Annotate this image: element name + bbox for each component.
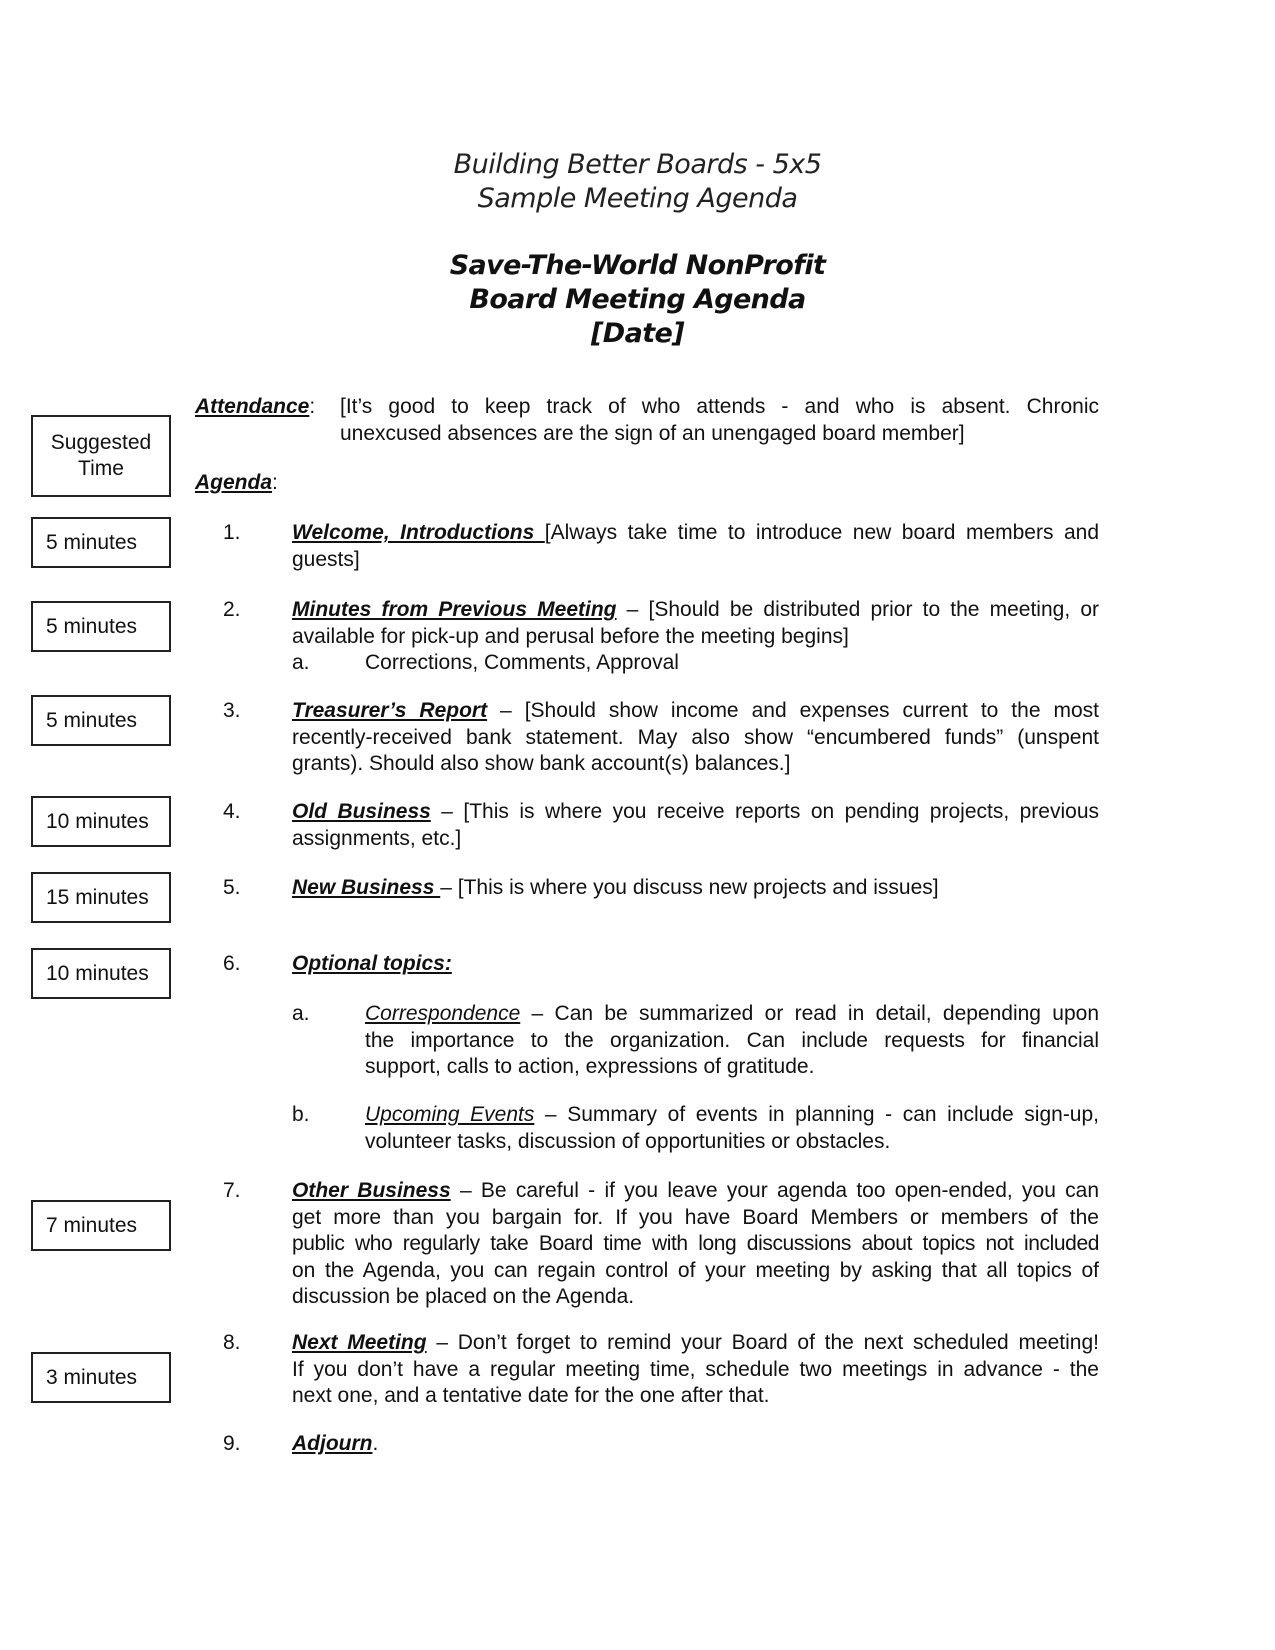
item-8-text-line2: If you don’t have a regular meeting time, schedule two meetings in advance - the — [292, 1357, 1099, 1381]
item-9-title: Adjourn — [292, 1432, 373, 1455]
item-2-text-line2: available for pick-up and perusal before the meeting begins] — [292, 624, 849, 648]
agenda-item-5 — [292, 875, 1099, 902]
item-2a-text: Corrections, Comments, Approval — [365, 651, 679, 674]
item-6b-text-line1: – Summary of events in planning - can include sign-up, — [534, 1103, 1100, 1126]
item-6b-letter: b. — [292, 1103, 310, 1126]
agenda-item-6a — [365, 1001, 1099, 1081]
attendance-label-wrap — [195, 394, 315, 421]
agenda-item-4 — [292, 799, 1099, 852]
attendance-note-line2: unexcused absences are the sign of an unengaged board member] — [340, 421, 965, 445]
item-5-title: New Business — [292, 876, 441, 899]
suggested-time-header-line2: Time — [78, 457, 124, 480]
item-3-text-line1: – [Should show income and expenses current to the most — [487, 699, 1099, 722]
agenda-item-6b — [365, 1102, 1099, 1155]
time-box-item-8: 3 minutes — [31, 1352, 171, 1403]
item-7-text-line4: on the Agenda, you can regain control of your meeting by asking that all topics of — [292, 1258, 1099, 1282]
item-8-text-line1: – Don’t forget to remind your Board of the next scheduled meeting! — [426, 1331, 1100, 1354]
item-4-text-line2: assignments, etc.] — [292, 826, 462, 850]
item-4-title: Old Business — [292, 800, 431, 823]
agenda-item-1 — [292, 520, 1099, 573]
suggested-time-header-line1: Suggested — [50, 431, 152, 454]
agenda-colon: : — [272, 471, 278, 494]
item-6a-text-line2: the importance to the organization. Can include requests for financial — [365, 1028, 1099, 1052]
agenda-item-8 — [292, 1330, 1099, 1410]
item-6-title: Optional topics: — [292, 952, 452, 975]
item-3-text-line3: grants). Should also show bank account(s) balances.] — [292, 752, 791, 775]
agenda-label-wrap — [195, 470, 278, 497]
attendance-label: Attendance — [195, 395, 310, 418]
item-6a-text-line3: support, calls to action, expressions of gratitude. — [365, 1055, 815, 1078]
document-title-line1: Building Better Boards - 5x5 — [453, 149, 822, 180]
item-6b-text-line2: volunteer tasks, discussion of opportunities or obstacles. — [365, 1129, 891, 1153]
item-5-text-line1: – [This is where you discuss new projects and issues] — [440, 876, 939, 899]
item-7-text-line1: – Be careful - if you leave your agenda too open-ended, you can — [450, 1179, 1100, 1202]
item-6-number: 6. — [223, 952, 241, 975]
time-box-item-1: 5 minutes — [31, 517, 171, 568]
agenda-label: Agenda — [195, 471, 273, 494]
suggested-time-header — [31, 415, 171, 497]
item-7-text-line3: public who regularly take Board time with long discussions about topics not included — [292, 1232, 1099, 1255]
item-2-text-line1: – [Should be distributed prior to the meeting, or — [616, 598, 1099, 621]
item-7-text-line5: discussion be placed on the Agenda. — [292, 1285, 635, 1308]
item-1-title: Welcome, Introductions — [292, 521, 545, 544]
time-box-item-4: 10 minutes — [31, 796, 171, 847]
item-7-title: Other Business — [292, 1179, 451, 1202]
agenda-item-7 — [292, 1178, 1099, 1311]
item-8-text-line3: next one, and a tentative date for the one after that. — [292, 1384, 770, 1407]
item-9-tail: . — [372, 1432, 379, 1455]
item-8-title: Next Meeting — [292, 1331, 427, 1354]
item-2a-letter: a. — [292, 651, 310, 674]
item-4-text-line1: – [This is where you receive reports on pending projects, previous — [430, 800, 1099, 823]
item-3-number: 3. — [223, 699, 241, 722]
time-box-item-2: 5 minutes — [31, 601, 171, 652]
attendance-note-line1: [It’s good to keep track of who attends - and who is absent. Chronic — [340, 395, 1099, 418]
agenda-item-3 — [292, 698, 1099, 778]
meeting-title: Board Meeting Agenda — [469, 284, 806, 315]
meeting-date: [Date] — [591, 318, 684, 349]
item-7-text-line2: get more than you bargain for. If you have Board Members or members of the — [292, 1205, 1099, 1229]
agenda-item-2 — [292, 597, 1099, 650]
item-6b-title: Upcoming Events — [365, 1103, 535, 1126]
time-box-item-5: 15 minutes — [31, 872, 171, 923]
time-box-item-6: 10 minutes — [31, 948, 171, 999]
item-7-number: 7. — [223, 1179, 241, 1202]
item-5-number: 5. — [223, 876, 241, 899]
item-1-text-line1: [Always take time to introduce new board members and — [544, 521, 1099, 544]
item-6a-text-line1: – Can be summarized or read in detail, depending upon — [520, 1002, 1099, 1025]
item-3-title: Treasurer’s Report — [292, 699, 488, 722]
item-4-number: 4. — [223, 800, 241, 823]
item-8-number: 8. — [223, 1331, 241, 1354]
organization-name: Save-The-World NonProfit — [449, 250, 826, 281]
item-6a-letter: a. — [292, 1002, 310, 1025]
item-9-number: 9. — [223, 1432, 241, 1455]
item-3-text-line2: recently-received bank statement. May also show “encumbered funds” (unspent — [292, 725, 1099, 749]
attendance-note — [340, 394, 1099, 447]
item-2-title: Minutes from Previous Meeting — [292, 598, 617, 621]
agenda-item-6 — [292, 951, 452, 978]
attendance-colon: : — [309, 395, 316, 418]
time-box-item-3: 5 minutes — [31, 695, 171, 746]
document-title-line2: Sample Meeting Agenda — [477, 183, 798, 214]
item-1-number: 1. — [223, 521, 241, 544]
item-6a-title: Correspondence — [365, 1002, 521, 1025]
time-box-item-7: 7 minutes — [31, 1200, 171, 1251]
item-1-text-line2: guests] — [292, 547, 360, 571]
agenda-item-9 — [292, 1431, 378, 1458]
item-2-number: 2. — [223, 598, 241, 621]
